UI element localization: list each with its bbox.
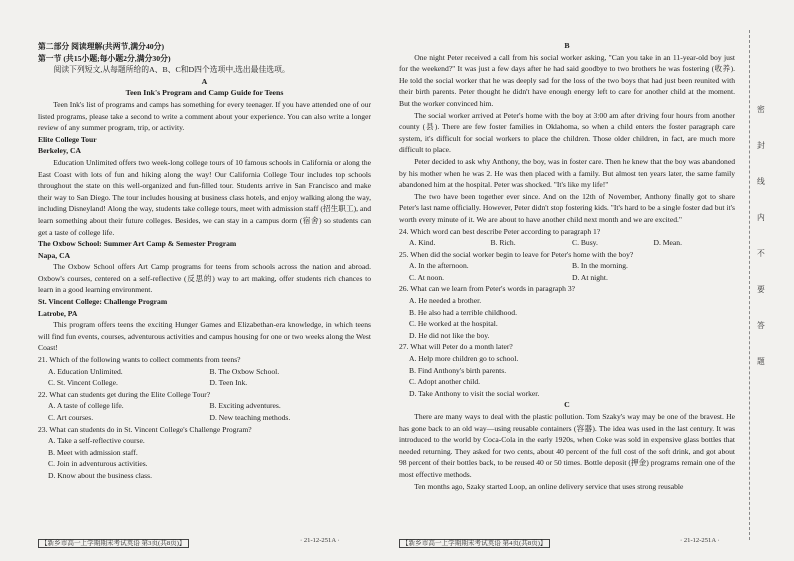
option: B. Rich. xyxy=(490,238,516,248)
program-description: Education Unlimited offers two week-long college tours of 10 famous schools in California or along the East Coast with lots of fun and hiking along the way! Our California College Tour includes top schools throughout the state on this well-organized and fun-filled tour. Students arrive in San Francisco and make their way to San Diego. The tour includes housing at business class hotels, and enjoy walking along the way, including Disneyland! Along the way, students take college tours, meet with admission staff (招生职工), and learn something about their future colleges. Besides, we can stay in a campus dorm (宿舍) so students can get a taste of college life. xyxy=(38,157,371,237)
option: D. New teaching methods. xyxy=(209,413,291,422)
option: C. Art courses. xyxy=(48,413,94,422)
seal-text-char: 要 xyxy=(757,285,765,294)
page-footer xyxy=(399,537,550,547)
seal-text-char: 内 xyxy=(757,213,765,222)
footer-label: 【新乡市高一上学期期末考试英语 第3页(共8页)】 xyxy=(38,539,189,548)
seal-text-char: 线 xyxy=(757,177,765,186)
intro-paragraph: Teen Ink's list of programs and camps has something for every teenager. If you have attended one of our listed programs, please take a second to write a comment about your experience. You can also write a longer review of any summer program, trip, or activity. xyxy=(38,99,371,133)
program-name: The Oxbow School: Summer Art Camp & Semester Program xyxy=(38,239,237,249)
option: B. In the morning. xyxy=(572,261,628,271)
option: B. Find Anthony's birth parents. xyxy=(409,365,507,375)
program-location: Berkeley, CA xyxy=(38,146,82,156)
options-24 xyxy=(399,237,735,249)
question-22: 22. What can students get during the Elite College Tour? xyxy=(38,389,211,399)
seal-text-char: 题 xyxy=(757,357,765,366)
option: C. Adopt another child. xyxy=(409,377,481,387)
seal-text-char: 答 xyxy=(757,321,765,330)
program-description: The Oxbow School offers Art Camp programs for teens from schools across the nation and abroad. Oxbow's courses, centered on a self-reflective (反思的) way to art making, offer students rich chances to learn in a good learning environment. xyxy=(38,262,371,295)
option: D. Mean. xyxy=(653,238,682,248)
option: B. He also had a terrible childhood. xyxy=(409,307,517,317)
seal-text-char: 密 xyxy=(757,105,765,114)
instruction: 阅读下列短文,从每题所给的A、B、C和D四个选项中,选出最佳选项。 xyxy=(53,65,290,75)
page-code: · 21-12-251A · xyxy=(300,537,340,544)
option: C. Busy. xyxy=(572,238,598,248)
option: A. Take a self-reflective course. xyxy=(48,436,145,446)
option: D. Take Anthony to visit the social worker. xyxy=(409,388,540,398)
program-description: This program offers teens the exciting Hunger Games and Elizabethan-era knowledge, in which teens will find fun events, courses, adventurous activities and campus housing for one or two weeks along the West Coast! xyxy=(38,320,371,353)
option: D. He did not like the boy. xyxy=(409,330,490,340)
option: D. Know about the business class. xyxy=(48,470,152,480)
question-24: 24. Which word can best describe Peter according to paragraph 1? xyxy=(399,226,601,236)
option: A. Education Unlimited. xyxy=(48,366,123,376)
section-title: 第一节 (共15小题;每小题2分,满分30分) xyxy=(38,53,171,63)
option: C. He worked at the hospital. xyxy=(409,319,498,329)
seal-line xyxy=(749,30,750,540)
question-23: 23. What can students do in St. Vincent College's Challenge Program? xyxy=(38,424,252,434)
option: D. Teen Ink. xyxy=(209,378,248,388)
option: D. At night. xyxy=(572,272,608,282)
option: A. Kind. xyxy=(409,238,436,248)
paragraph: The social worker arrived at Peter's home with the boy at 3:00 am after driving four hours from another county (县). There are few foster families in Oklahoma, so when a child enters the foster paragraph care system, it's difficult for social workers to place the children. Those older children, in fact, are much more difficult to place. xyxy=(399,110,735,155)
page-footer xyxy=(38,537,189,547)
option: A. A taste of college life. xyxy=(48,401,124,411)
seal-text-char: 封 xyxy=(757,141,765,150)
program-location: Latrobe, PA xyxy=(38,308,78,318)
question-27: 27. What will Peter do a month later? xyxy=(399,342,513,352)
options-22 xyxy=(38,412,371,424)
program-name: Elite College Tour xyxy=(38,134,97,144)
option: A. Help more children go to school. xyxy=(409,354,519,364)
paragraph: There are many ways to deal with the plastic pollution. Tom Szaky's way may be one of the bravest. He has gone back to an old way—using reusable containers (容器). The idea was used in the last century. It was introduced to the world by Coca-Cola in the early 1920s, when Coke was sold in expensive glass bottles that needed returning. They asked for two cents, about 40 percent of the full cost of the soft drink, and got about 98 percent of their bottles back, to be reused 40 or 50 times. Bottle deposit (押金) programs remain one of the most effective methods. xyxy=(399,412,735,479)
paragraph: Peter decided to ask why Anthony, the boy, was in foster care. Then he knew that the boy was abandoned by his mother when he was 2. He was then placed with a family. But almost ten years later, the same family abandoned him at the hospital. Peter was shocked. "It's like my life!" xyxy=(399,156,735,190)
passage-letter-a: A xyxy=(201,76,208,86)
option: A. He needed a brother. xyxy=(409,296,482,306)
program-location: Napa, CA xyxy=(38,250,71,260)
option: A. In the afternoon. xyxy=(409,261,469,271)
question-25: 25. When did the social worker begin to leave for Peter's home with the boy? xyxy=(399,249,634,259)
program-name: St. Vincent College: Challenge Program xyxy=(38,297,168,307)
passage-title: Teen Ink's Program and Camp Guide for Teens xyxy=(125,88,284,98)
option: B. The Oxbow School. xyxy=(209,366,280,376)
paragraph: One night Peter received a call from his social worker asking, "Can you take in an 11-year-old boy just for the weekend?" It was just a few days after he had said goodbye to two brothers he was fostering (收养). He told the social worker that he was deeply sad for the loss of the two boys that had just been reunited with their birth parents. Peter thought he didn't have enough energy left to care for another child at the moment. But the worker convinced him. xyxy=(399,52,735,108)
left-page xyxy=(0,0,375,561)
paragraph: The two have been together ever since. And on the 12th of November, Anthony finally got to share Peter's last name officially. However, Peter didn't stop fostering kids. "It's hard to be a single foster dad but it's worth every minute of it. We are about to have another child next month and we are excited." xyxy=(399,191,735,224)
passage-letter-b: B xyxy=(564,41,570,50)
page-code: · 21-12-251A · xyxy=(680,537,720,544)
footer-label: 【新乡市高一上学期期末考试英语 第4页(共8页)】 xyxy=(399,539,550,548)
passage-letter-c: C xyxy=(564,400,570,410)
part-title: 第二部分 阅读理解(共两节,满分40分) xyxy=(38,42,165,51)
options-21 xyxy=(38,377,371,389)
paragraph: Ten months ago, Szaky started Loop, an online delivery service that uses strong reusable xyxy=(414,481,684,491)
options-25 xyxy=(399,260,735,272)
options-25 xyxy=(399,272,735,284)
option: C. At noon. xyxy=(409,272,445,282)
seal-text-char: 不 xyxy=(757,249,765,258)
right-page xyxy=(397,0,739,561)
options-21 xyxy=(38,366,371,378)
options-22 xyxy=(38,400,371,412)
option: C. Join in adventurous activities. xyxy=(48,459,148,469)
question-21: 21. Which of the following wants to collect comments from teens? xyxy=(38,355,241,365)
option: C. St. Vincent College. xyxy=(48,378,118,388)
option: B. Meet with admission staff. xyxy=(48,447,138,457)
question-26: 26. What can we learn from Peter's words in paragraph 3? xyxy=(399,284,576,294)
option: B. Exciting adventures. xyxy=(209,401,281,411)
